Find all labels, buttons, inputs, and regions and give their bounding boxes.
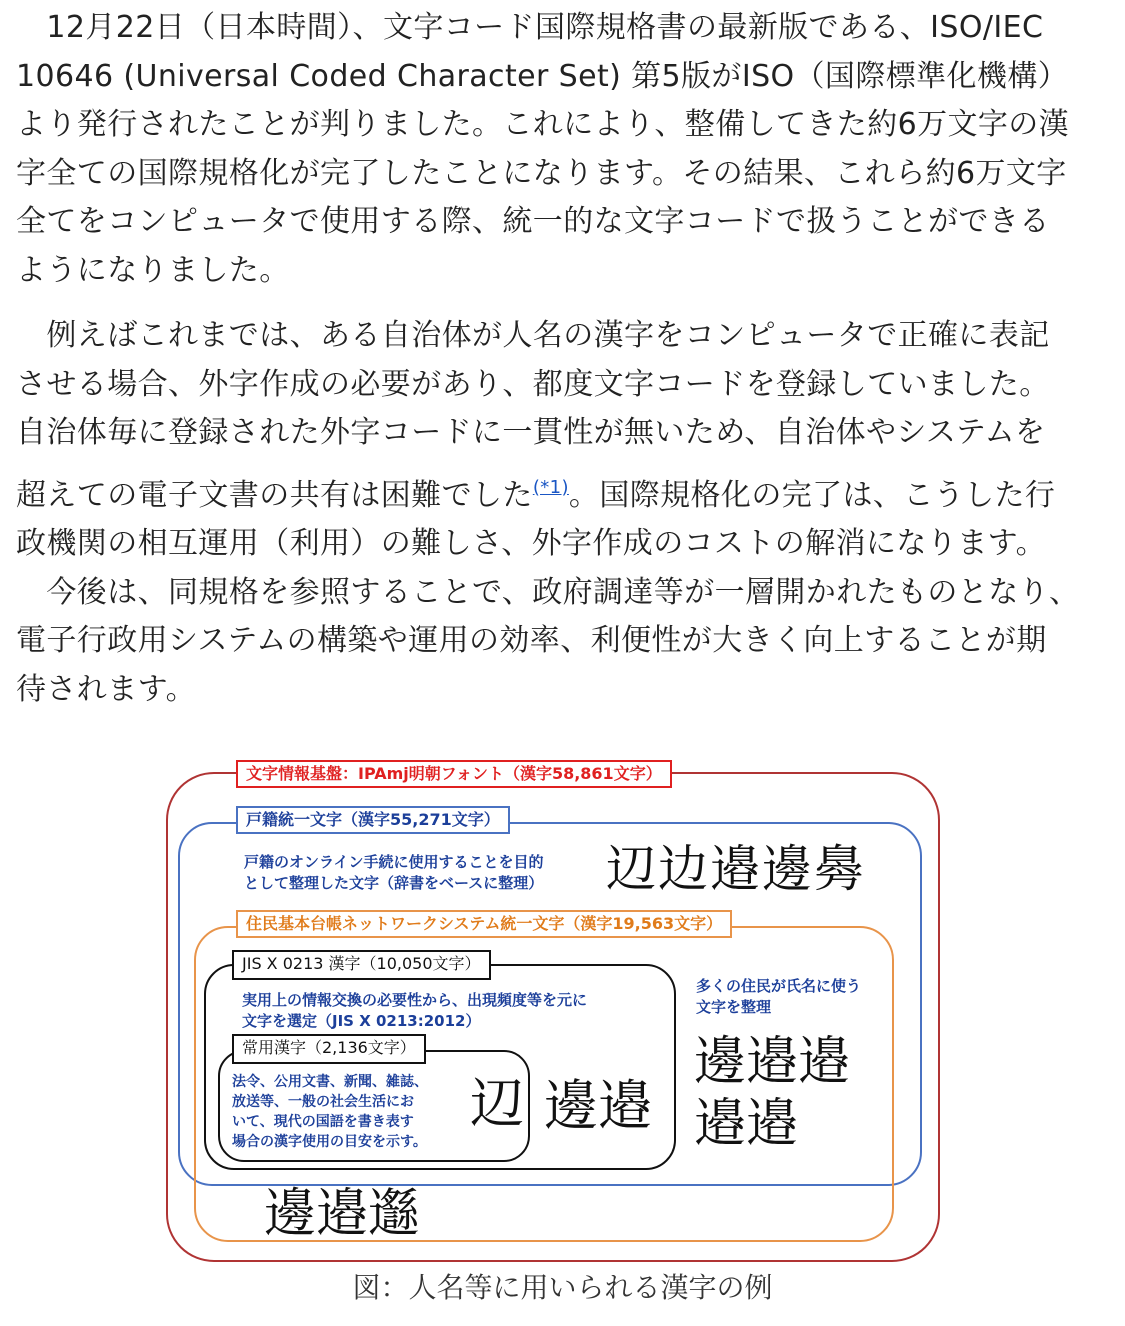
paragraph-2-line: 今後は、同規格を参照することで、政府調達等が一層開かれたものとなり、 <box>16 574 1080 610</box>
paragraph-2-line: させる場合、外字作成の必要があり、都度文字コードを登録していました。 <box>16 366 1050 402</box>
paragraph-2-ref-line <box>16 464 1112 521</box>
joyo-description: 法令、公用文書、新聞、雑誌、 放送等、一般の社会生活にお いて、現代の国語を書き表す 場合の漢字使用の目安を示す。 <box>232 1074 428 1150</box>
paragraph-1 <box>16 4 1112 295</box>
koseki-description: 戸籍のオンライン手続に使用することを目的 として整理した文字（辞書をベースに整理） <box>244 853 544 892</box>
juki-label: 住民基本台帳ネットワークシステム統一文字（漢字19,563文字） <box>236 910 732 938</box>
paragraph-2-line: 電子行政用システムの構築や運用の効率、利便性が大きく向上することが期 <box>16 623 1047 658</box>
paragraph-2 <box>16 312 1112 714</box>
joyo-kanji: 辺 <box>470 1072 524 1135</box>
juki-kanji-row-2: 邉邉 <box>694 1094 799 1154</box>
paragraph-1-line: ようになりました。 <box>16 252 290 288</box>
ref-line-prefix: 超えての電子文書の共有は困難でした <box>16 477 533 513</box>
paragraph-1-line: より発行されたことが判りました。これにより、整備してきた約6万文字の漢 <box>16 107 1070 142</box>
juki-description: 多くの住民が氏名に使う 文字を整理 <box>696 977 862 1016</box>
paragraph-2-line: 自治体毎に登録された外字コードに一貫性が無いため、自治体やシステムを <box>16 415 1046 450</box>
figure-caption: 図：人名等に用いられる漢字の例 <box>352 1271 773 1304</box>
jis-label: JIS X 0213 漢字（10,050文字） <box>232 950 491 980</box>
jis-kanji: 邊邉 <box>544 1074 652 1137</box>
juki-kanji-row-1: 邊邉邉 <box>694 1032 851 1092</box>
paragraph-1-line: 12月22日（日本時間）、文字コード国際規格書の最新版である、ISO/IEC <box>16 10 1044 45</box>
paragraph-2-line: 待されます。 <box>16 671 196 707</box>
outer-kanji: 邊邉邎 <box>264 1184 421 1244</box>
paragraph-2-line: 例えばこれまでは、ある自治体が人名の漢字をコンピュータで正確に表記 <box>16 318 1050 353</box>
koseki-kanji: 辺边邉邊臱 <box>606 840 866 898</box>
outer-label: 文字情報基盤：IPAmj明朝フォント（漢字58,861文字） <box>236 760 672 788</box>
ref-line-suffix: 。国際規格化の完了は、こうした行 <box>568 477 1056 513</box>
paragraph-1-line: 全てをコンピュータで使用する際、統一的な文字コードで扱うことができる <box>16 204 1050 239</box>
paragraph-1-line: 10646 (Universal Coded Character Set) 第5版がISO（国際標準化機構） <box>16 58 1069 94</box>
jis-description: 実用上の情報交換の必要性から、出現頻度等を元に 文字を選定（JIS X 0213:2012） <box>242 991 588 1030</box>
koseki-label: 戸籍統一文字（漢字55,271文字） <box>236 806 510 834</box>
paragraph-1-line: 字全ての国際規格化が完了したことになります。その結果、これら約6万文字 <box>16 155 1067 191</box>
joyo-label: 常用漢字（2,136文字） <box>232 1034 426 1064</box>
paragraph-2-line: 政機関の相互運用（利用）の難しさ、外字作成のコストの解消になります。 <box>16 526 1046 561</box>
footnote-link[interactable]: (*1) <box>532 476 569 498</box>
